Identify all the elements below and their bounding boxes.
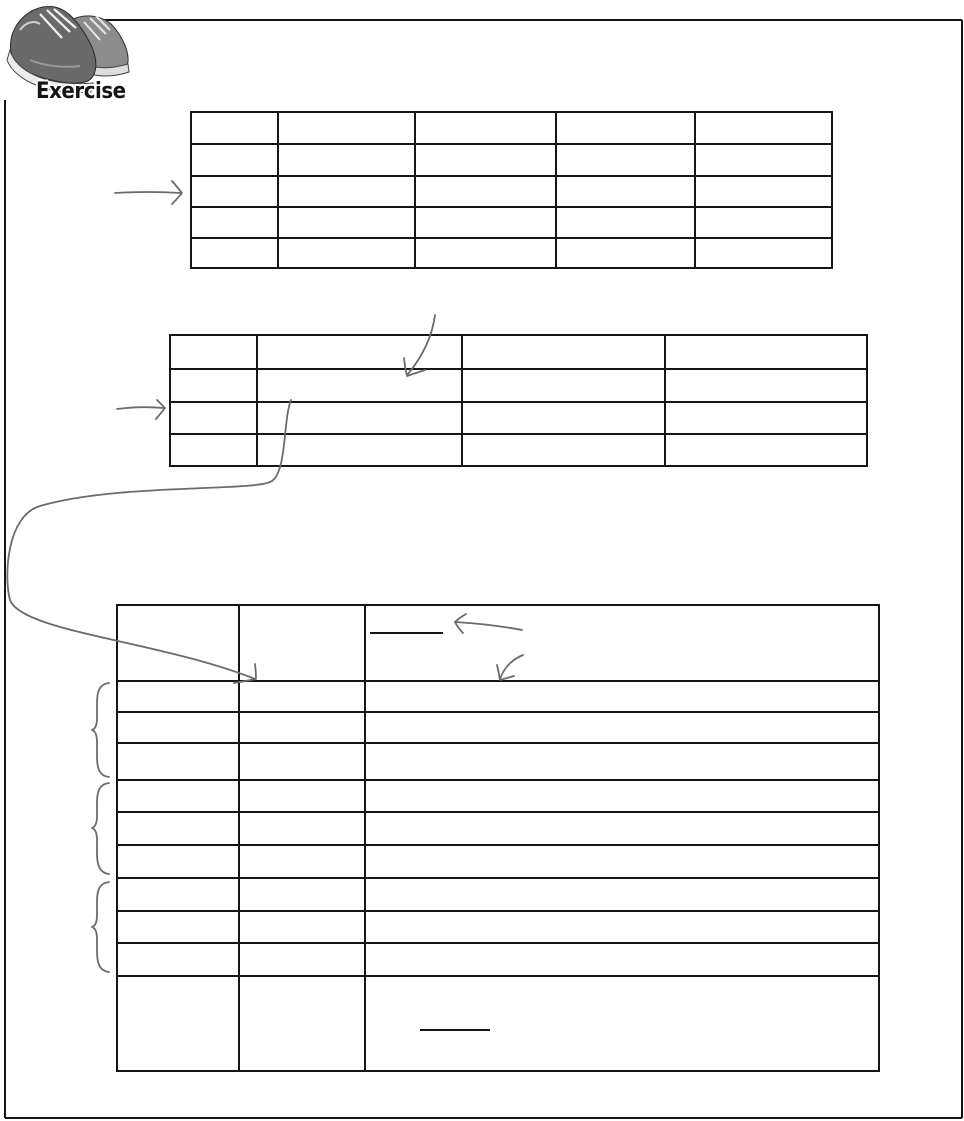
table-cell bbox=[695, 207, 832, 238]
table-cell bbox=[257, 402, 462, 434]
table-cell bbox=[365, 943, 879, 976]
table-cell bbox=[365, 605, 879, 681]
table-cell bbox=[117, 712, 239, 743]
table-cell bbox=[665, 402, 867, 434]
table-row bbox=[117, 743, 879, 780]
table-cell bbox=[117, 878, 239, 911]
table-cell bbox=[665, 335, 867, 369]
table-cell bbox=[257, 335, 462, 369]
exercise-table-1 bbox=[190, 111, 833, 269]
brace-icon bbox=[92, 783, 109, 874]
table-cell bbox=[257, 434, 462, 466]
table-cell bbox=[556, 112, 695, 144]
table-cell bbox=[665, 369, 867, 402]
table-cell bbox=[239, 780, 365, 812]
table-cell bbox=[117, 911, 239, 943]
table-cell bbox=[278, 144, 415, 176]
table-row bbox=[191, 112, 832, 144]
table-cell bbox=[117, 845, 239, 878]
arrow-right-icon bbox=[117, 400, 165, 419]
table-cell bbox=[556, 176, 695, 207]
table-cell bbox=[191, 207, 278, 238]
table-cell bbox=[556, 238, 695, 268]
table-cell bbox=[278, 207, 415, 238]
table-cell bbox=[365, 911, 879, 943]
exercise-table-3 bbox=[116, 604, 880, 1072]
table-cell bbox=[117, 976, 239, 1071]
table-cell bbox=[365, 743, 879, 780]
table-cell bbox=[278, 112, 415, 144]
table-row bbox=[117, 780, 879, 812]
table-row bbox=[117, 712, 879, 743]
table-cell bbox=[365, 780, 879, 812]
table-cell bbox=[415, 176, 556, 207]
table-cell bbox=[365, 976, 879, 1071]
table-cell bbox=[117, 812, 239, 845]
table-row bbox=[170, 335, 867, 369]
table-cell bbox=[170, 369, 257, 402]
table-cell bbox=[239, 712, 365, 743]
table-cell bbox=[278, 238, 415, 268]
brace-icon bbox=[92, 683, 109, 777]
table-row bbox=[170, 402, 867, 434]
table-cell bbox=[695, 144, 832, 176]
table-row bbox=[191, 238, 832, 268]
table-cell bbox=[462, 402, 665, 434]
table-cell bbox=[695, 238, 832, 268]
table-cell bbox=[278, 176, 415, 207]
table-cell bbox=[695, 112, 832, 144]
table-cell bbox=[415, 207, 556, 238]
table-cell bbox=[239, 681, 365, 712]
table-cell bbox=[239, 943, 365, 976]
table-cell bbox=[239, 743, 365, 780]
table-cell bbox=[170, 402, 257, 434]
table-row bbox=[117, 943, 879, 976]
table-row bbox=[191, 176, 832, 207]
table-cell bbox=[462, 335, 665, 369]
table-cell bbox=[556, 144, 695, 176]
table-cell bbox=[117, 743, 239, 780]
table-row bbox=[191, 144, 832, 176]
table-cell bbox=[239, 812, 365, 845]
table-cell bbox=[257, 369, 462, 402]
table-cell bbox=[365, 878, 879, 911]
table-cell bbox=[695, 176, 832, 207]
exercise-table-2 bbox=[169, 334, 868, 467]
arrow-right-icon bbox=[115, 181, 182, 204]
table-row bbox=[170, 369, 867, 402]
table-cell bbox=[365, 712, 879, 743]
table-cell bbox=[239, 605, 365, 681]
table-row bbox=[117, 976, 879, 1071]
table-cell bbox=[239, 845, 365, 878]
table-cell bbox=[365, 681, 879, 712]
table-cell bbox=[117, 605, 239, 681]
table-cell bbox=[462, 369, 665, 402]
table-cell bbox=[117, 943, 239, 976]
table-row bbox=[117, 911, 879, 943]
table-header-row bbox=[117, 605, 879, 681]
table-cell bbox=[170, 335, 257, 369]
brace-icon bbox=[92, 882, 109, 972]
table-cell bbox=[191, 144, 278, 176]
table-row bbox=[170, 434, 867, 466]
exercise-logo bbox=[0, 0, 145, 112]
table-cell bbox=[365, 845, 879, 878]
table-cell bbox=[665, 434, 867, 466]
table-cell bbox=[170, 434, 257, 466]
table-cell bbox=[191, 176, 278, 207]
table-cell bbox=[415, 144, 556, 176]
table-cell bbox=[117, 681, 239, 712]
table-cell bbox=[556, 207, 695, 238]
exercise-label: Exercise bbox=[36, 79, 126, 104]
table-cell bbox=[415, 238, 556, 268]
table-cell bbox=[239, 911, 365, 943]
table-cell bbox=[239, 976, 365, 1071]
table-cell bbox=[191, 238, 278, 268]
table-row bbox=[117, 681, 879, 712]
table-cell bbox=[191, 112, 278, 144]
table-row bbox=[117, 878, 879, 911]
table-row bbox=[191, 207, 832, 238]
table-cell bbox=[462, 434, 665, 466]
table-cell bbox=[117, 780, 239, 812]
table-cell bbox=[365, 812, 879, 845]
table-cell bbox=[415, 112, 556, 144]
table-cell bbox=[239, 878, 365, 911]
table-row bbox=[117, 845, 879, 878]
table-row bbox=[117, 812, 879, 845]
